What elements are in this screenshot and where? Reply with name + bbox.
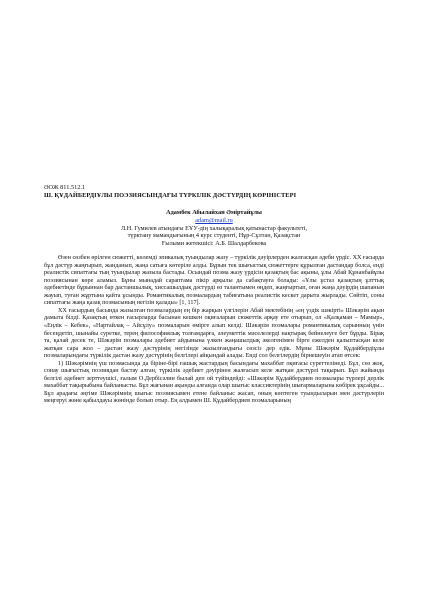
udc-code: ӘОЖ 811.512.1	[44, 184, 86, 191]
paragraph-2: ХХ ғасырдың басында жазылған поэмалардың ең бір жарқын үлгілерін Абай мектебінің «ең үздік шәкірті» Шәкәрім ақын дамыта білді. Қазақтың өткен ғасырларда басынан кешкен оқиғаларын сюжеттік арқау ете отырып, ол «Қалқаман – Мамыр», «Еңлік – Кебек», «Нартайлақ – Айсұлу» поэмаларын өмірге алып келді. Шәкәрім поэмалары романтикалық сарынның үнін бесеңдетіп, шынайы суретке, терең философиялық толғамдарға, әлеуметтік мәселелерді нақтырақ бейнелеуге бет бұрды. Бірақ та, қалай десек те, Шәкәрім поэмалары әдебиет айдынына үлкен жаңашылдық әкелгенімен бірге ежелден қалыптасқан келе жатқан сара жол – дастан жазу дәстүрінің негізінде жазылғандығы сөзсіз дер едік. Мұны Шәкәрім Құдайбердіұлы поэмаларындағы түркілік дастан жазу дәстүрінің белгілері айқындай алады. Енді сол белгілердің бірнешеуін атап өтсек:	[44, 307, 384, 360]
paragraph-3: 1) Шәкәрімнің үш поэмасында да біріне-бірі ғашық жастардың басындағы махаббат оқиғасы суреттелінеді. Бұл, сөз жоқ, сонау шығыстық поэзиядан бастау алған, түркілік әдебиет дәуірінен жалғасып келе жатқан дәстүрлі тақырып. Бұл жайында белгілі әдебиет зерттеушісі, ғалым О.Дербісәлин былай деп ой түйіндейді: «Шәкәрім Құдайбердиев поэмалары түрлері дерлік махаббат тақырыбына байланысты. Бұл жағынан ақынды алғанда олар шығыс классиктерінің шығармаларына көбірек ұқсайды... Бұл арадағы әңгіме Шәкәрімнің шығыс поэзиясымен етене байланыс жасап, оның көптеген туындыларын мен дәстүрлерін меңгеруі жөне қабылдауы жөнінде болып отыр. Ең алдымен Ш. Құдайбердиев поэмаларының	[44, 360, 384, 405]
affiliation-line-1: Л.Н. Гумилев атындағы ЕҰУ-дің халықаралық қатынастар факультеті,	[120, 224, 307, 232]
author-email-link[interactable]: adam@mail.ru	[195, 217, 233, 224]
supervisor-line: Ғылыми жетекшісі: А.Б. Шалдарбекова	[161, 239, 267, 247]
article-content	[44, 184, 384, 406]
affiliation-line-2: түрктану мамандығының 4 курс студенті, Нұр-Сұлтан, Қазақстан	[127, 232, 301, 240]
author-name: Адамбек Абылайхан Әміртайұлы	[166, 209, 262, 216]
article-title: Ш. ҚҰДАЙБЕРДІҰЛЫ ПОЭЗИЯСЫНДАҒЫ ТҮРКІЛІК ДӘСТҮРДІҢ КӨРІНІСТЕРІ	[44, 192, 297, 199]
paragraph-1: Өзен сөзбен өрілген сюжетті, көлемді эпикалық туындылар жазу – түркілік дәуірлерден жалғасқан әдеби үрдіс. ХХ ғасырда бұл дәстүр жаңғырып, жанданып, жаңа сатыға көтеріле алды. Бұрын тек шығыстық сюжеттерге құрылған дастандар болса, енді реалистік сипаттағы тың туындылар жазыла бастады. Осындай поэма жазу үрдісін қазақтың бас ақыны, ұлы Абай Құнанбайұлы поэзиясынан көре аламыз. Бұны мынадай сараптама пікір арқылы да сабақтауға болады: «Ұлы ұстаз қазақтың ұлттық әдебиетінде бұрыннан бар дастаншылық, хиссашылдық дәстүрді өз талантымен өңдеп, жаңғыртып, оған жаңа дәуірдің шапанын жауып, туған жұртына қайта ұсынды. Романтикалық поэмалардың табиғатына реалистік кескет дарыта жырлады. Сөйтіп, соны сипаттағы жаңа қазақ поэмасының негізін қалады» [1, 117].	[44, 255, 384, 307]
